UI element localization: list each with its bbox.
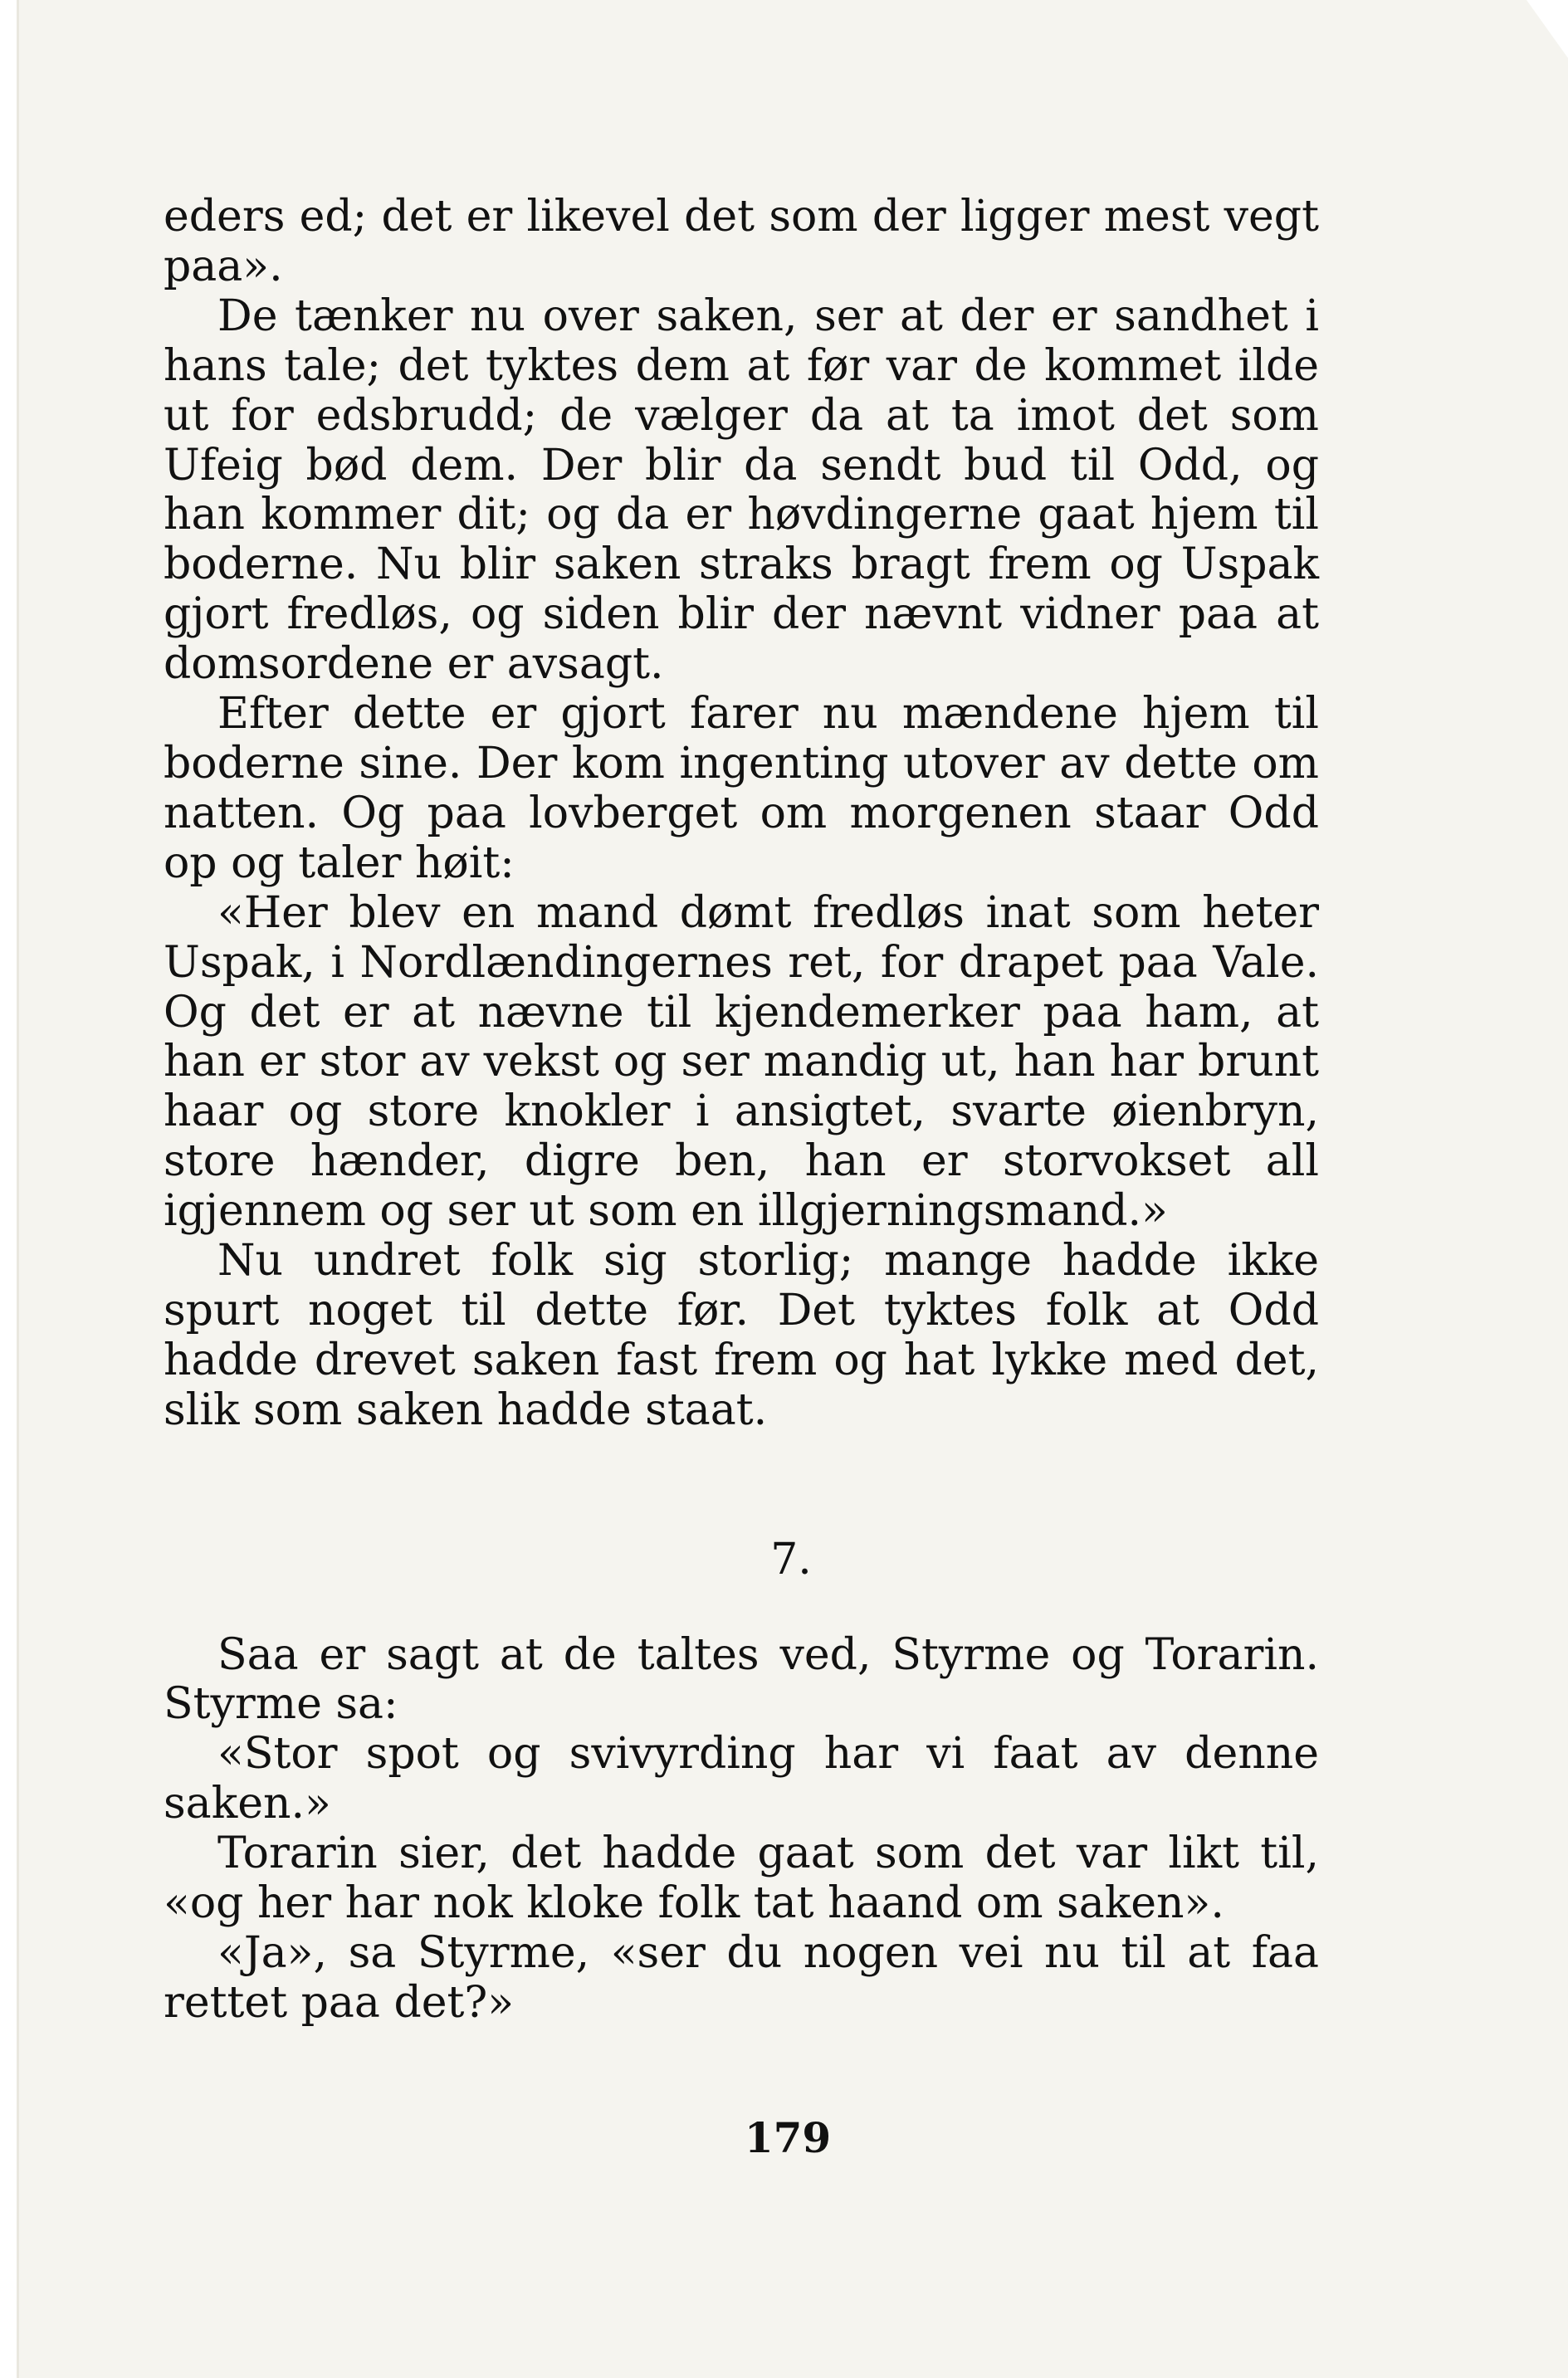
page-number xyxy=(0,2113,1568,2162)
paragraph: Nu undret folk sig storlig; mange hadde ikke spurt noget til dette før. Det tyktes folk at Odd hadde drevet saken fast frem og hat lykke med det, slik som saken hadde staat. xyxy=(164,1236,1319,1435)
paragraph: «Her blev en mand dømt fredløs inat som heter Uspak, i Nordlændingernes ret, for drapet paa Vale. Og det er at nævne til kjendemerker paa ham, at han er stor av vekst og ser mandig ut, han har brunt haar og store knokler i ansigtet, svarte øienbryn, store hænder, digre ben, han er storvokset all igjennem og ser ut som en illgjerningsmand.» xyxy=(164,887,1319,1237)
paragraph: Saa er sagt at de taltes ved, Styrme og Torarin. Styrme sa: xyxy=(164,1629,1319,1730)
paragraph: «Stor spot og svivyrding har vi faat av denne saken.» xyxy=(164,1729,1319,1829)
paragraph: Torarin sier, det hadde gaat som det var likt til, «og her har nok kloke folk tat haand om saken». xyxy=(164,1829,1319,1929)
chapter-heading: 7. xyxy=(770,1534,812,1585)
paragraph: Efter dette er gjort farer nu mændene hjem til boderne sine. Der kom ingenting utover av dette om natten. Og paa lovberget om morgenen staar Odd op og taler høit: xyxy=(164,689,1319,888)
paragraph: «Ja», sa Styrme, «ser du nogen vei nu til at faa rettet paa det?» xyxy=(164,1928,1319,2028)
paragraph: eders ed; det er likevel det som der ligger mest vegt paa». xyxy=(164,192,1319,291)
paragraph: De tænker nu over saken, ser at der er sandhet i hans tale; det tyktes dem at før var de kommet ilde ut for edsbrudd; de vælger da at ta imot det som Ufeig bød dem. Der blir da sendt bud til Odd, og han kommer dit; og da er høvdingerne gaat hjem til boderne. Nu blir saken straks bragt frem og Uspak gjort fredløs, og siden blir der nævnt vidner paa at domsordene er avsagt. xyxy=(164,291,1319,690)
page-corner xyxy=(1526,0,1568,58)
scan-edge xyxy=(17,0,19,2378)
page-number-label: 179 xyxy=(744,2113,832,2162)
body-text xyxy=(164,193,1319,2029)
